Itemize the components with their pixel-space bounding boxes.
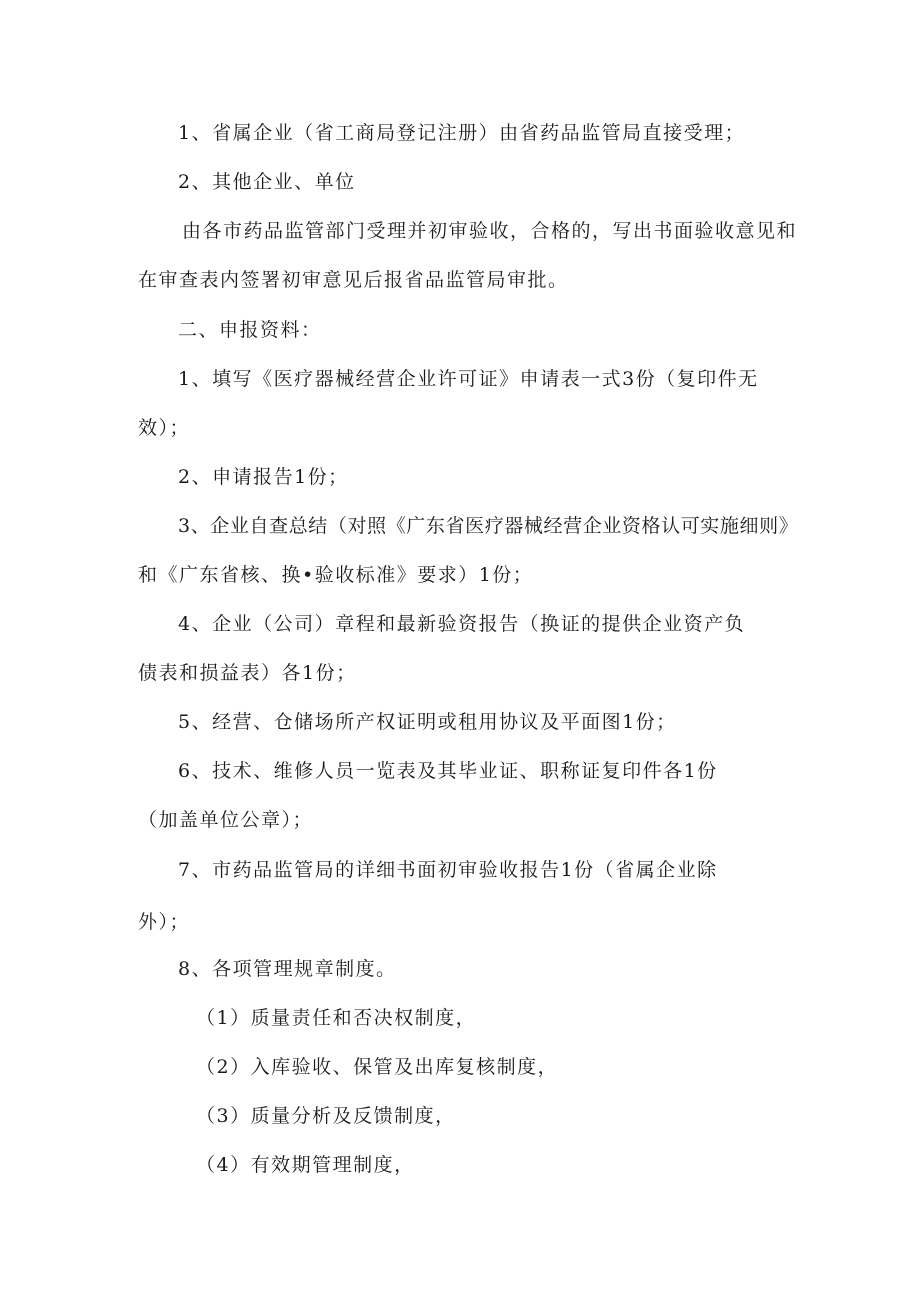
list-item: （1）质量责任和否决权制度， — [196, 1007, 477, 1029]
text-line: 7、市药品监管局的详细书面初审验收报告1份（省属企业除 — [178, 859, 718, 881]
text-line: 在审查表内签署初审意见后报省品监管局审批。 — [138, 269, 569, 291]
text-line: 6、技术、维修人员一览表及其毕业证、职称证复印件各1份 — [178, 760, 718, 782]
text-line: 8、各项管理规章制度。 — [178, 958, 397, 980]
text-line: 2、申请报告1份； — [178, 466, 349, 488]
text-line: 2、其他企业、单位 — [178, 171, 356, 193]
text-line: 5、经营、仓储场所产权证明或租用协议及平面图1份； — [178, 711, 677, 733]
list-item: （3）质量分析及反馈制度， — [196, 1105, 456, 1127]
list-item: （2）入库验收、保管及出库复核制度， — [196, 1056, 559, 1078]
list-item: （4）有效期管理制度， — [196, 1154, 415, 1176]
text-line: 1、省属企业（省工商局登记注册）由省药品监管局直接受理； — [178, 122, 746, 144]
text-line: 由各市药品监管部门受理并初审验收，合格的，写出书面验收意见和 — [182, 220, 798, 242]
text-line: 1、填写《医疗器械经营企业许可证》申请表一式3份（复印件无 — [178, 368, 759, 390]
text-line: 债表和损益表）各1份； — [138, 662, 357, 684]
text-line: 效）； — [138, 417, 191, 439]
text-line: 3、企业自查总结（对照《广东省医疗器械经营企业资格认可实施细则》 — [178, 515, 799, 537]
text-line: 外）； — [138, 911, 191, 933]
text-line: （加盖单位公章）； — [138, 809, 314, 831]
section-heading: 二、申报资料： — [178, 319, 322, 341]
text-line: 4、企业（公司）章程和最新验资报告（换证的提供企业资产负 — [178, 613, 746, 635]
text-line: 和《广东省核、换•验收标准》要求）1份； — [138, 564, 534, 586]
